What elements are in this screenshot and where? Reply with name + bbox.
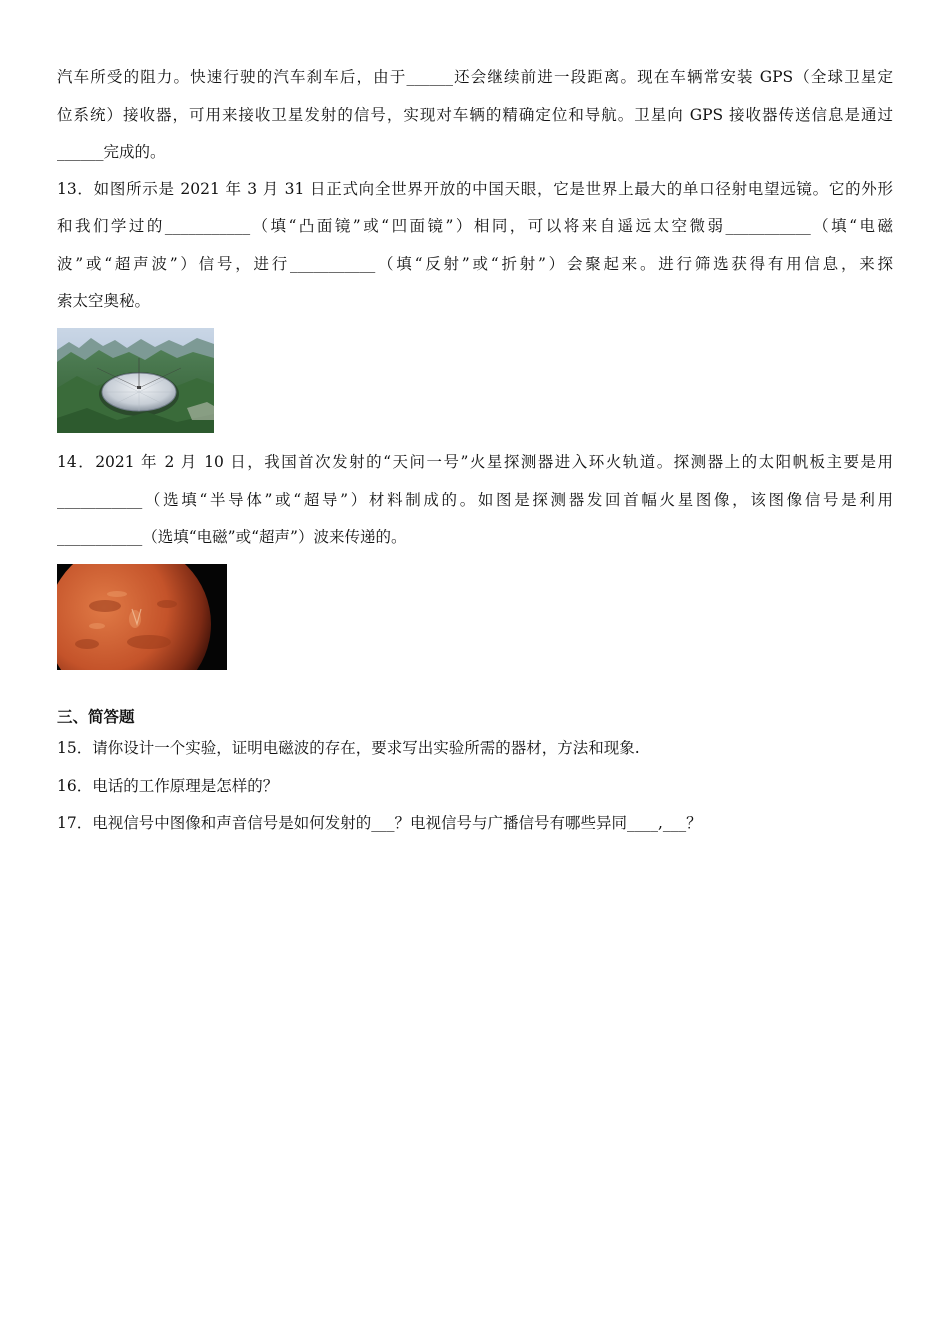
q16-text: 16．电话的工作原理是怎样的？	[57, 777, 279, 795]
fast-telescope-image	[57, 328, 214, 433]
section-heading: 三、简答题	[57, 707, 135, 726]
q12-line-1: 汽车所受的阻力。快速行驶的汽车刹车后，由于______还会继续前进一段距离。现在车辆常安装 GPS（全球卫星定	[57, 68, 893, 86]
q14-line-3: ___________（选填“电磁”或“超声”）波来传递的。	[57, 528, 407, 546]
q12-line-3: ______完成的。	[57, 143, 166, 161]
q13-line-3: 波”或“超声波”）信号，进行___________（填“反射”或“折射”）会聚起来。进行筛选获得有用信息，来探	[57, 255, 893, 273]
q14-line-2: ___________（选填“半导体”或“超导”）材料制成的。如图是探测器发回首幅火星图像，该图像信号是利用	[57, 491, 893, 509]
q17-text: 17．电视信号中图像和声音信号是如何发射的___？电视信号与广播信号有哪些异同____,___？	[57, 814, 702, 832]
q13-line-4: 索太空奥秘。	[57, 292, 151, 310]
q13-line-2: 和我们学过的___________（填“凸面镜”或“凹面镜”）相同，可以将来自遥远太空微弱___________（填“电磁	[57, 217, 893, 235]
q13-line-1: 13．如图所示是 2021 年 3 月 31 日正式向全世界开放的中国天眼，它是世界上最大的单口径射电望远镜。它的外形	[57, 180, 893, 198]
mars-image	[57, 564, 227, 670]
q12-line-2: 位系统）接收器，可用来接收卫星发射的信号，实现对车辆的精确定位和导航。卫星向 GPS 接收器传送信息是通过	[57, 106, 893, 124]
q15-text: 15．请你设计一个实验，证明电磁波的存在，要求写出实验所需的器材，方法和现象.	[57, 739, 640, 757]
q14-line-1: 14．2021 年 2 月 10 日，我国首次发射的“天问一号”火星探测器进入环火轨道。探测器上的太阳帆板主要是用	[57, 453, 893, 471]
